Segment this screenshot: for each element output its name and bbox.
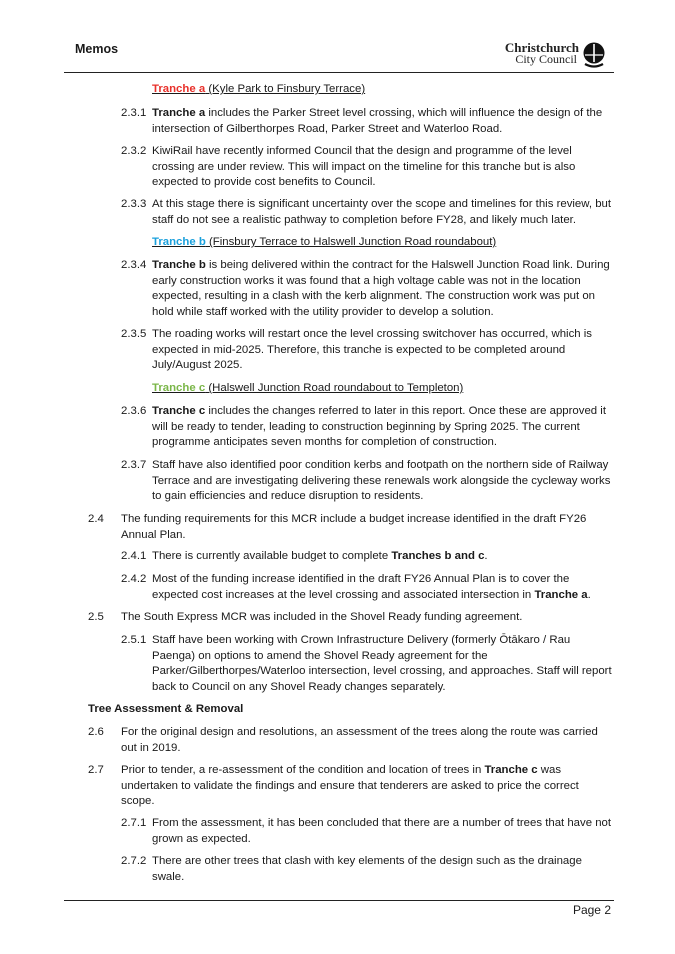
header-title: Memos	[75, 42, 119, 56]
subhead-tranche-c: Tranche c (Halswell Junction Road roundabout to Templeton)	[152, 382, 464, 394]
logo-line2: City Council	[515, 52, 577, 66]
header-rule	[64, 72, 614, 73]
subhead-tranche-a: Tranche a (Kyle Park to Finsbury Terrace)	[152, 83, 366, 95]
section-heading-trees: Tree Assessment & Removal	[88, 703, 244, 715]
page-number: Page 2	[572, 903, 611, 917]
council-emblem-icon	[582, 42, 606, 68]
subhead-tranche-b: Tranche b (Finsbury Terrace to Halswell Junction Road roundabout)	[152, 236, 497, 248]
footer-rule	[64, 900, 614, 901]
council-logo	[496, 41, 606, 71]
logo-line1: Christchurch	[504, 40, 579, 55]
